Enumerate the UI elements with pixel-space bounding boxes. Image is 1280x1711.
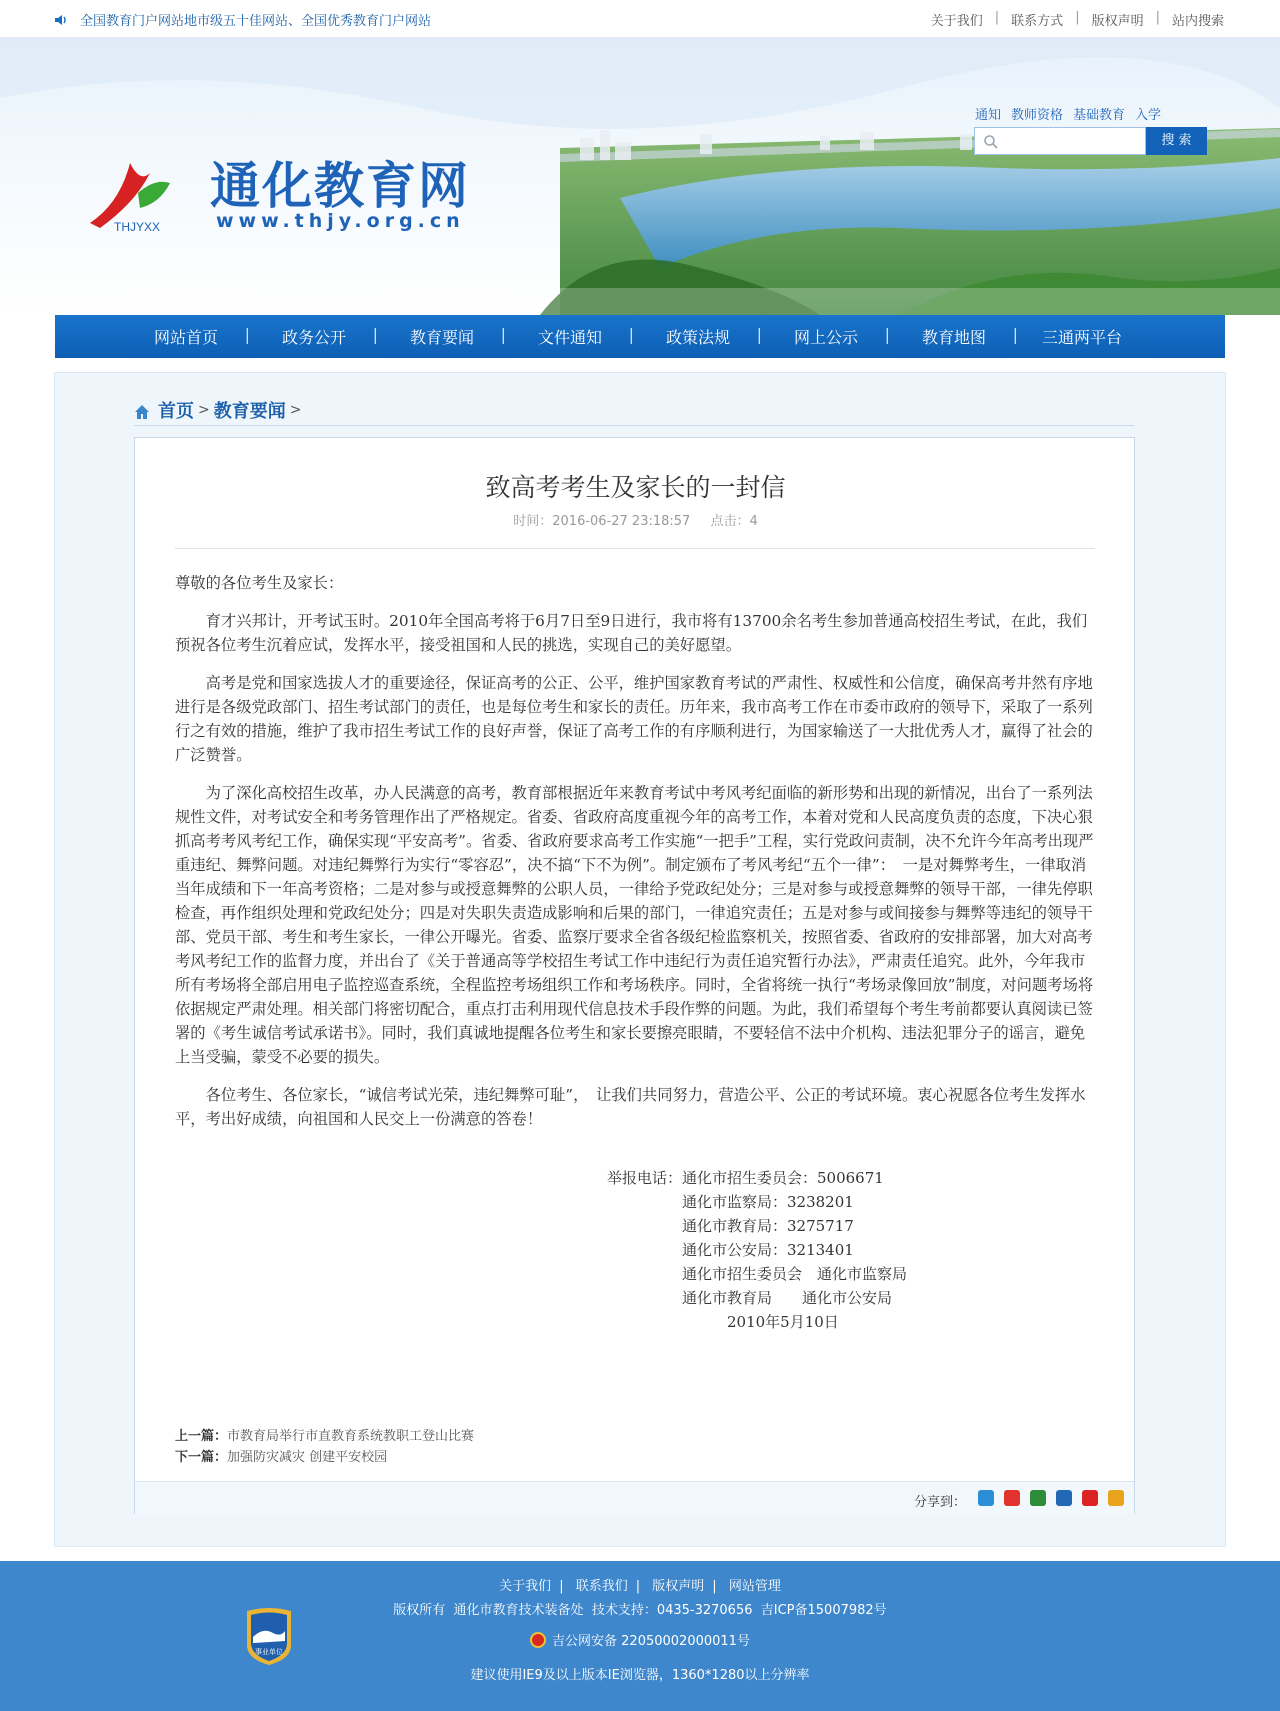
footer-admin-link[interactable]: 网站管理 bbox=[728, 1579, 781, 1594]
hot-words bbox=[975, 104, 1161, 123]
search-box bbox=[974, 127, 1207, 155]
divider bbox=[175, 548, 1095, 549]
search-icon bbox=[983, 134, 999, 150]
separator: | bbox=[1155, 10, 1160, 25]
logo-icon bbox=[80, 153, 180, 233]
next-article bbox=[175, 1447, 474, 1468]
footer-copyright-link[interactable]: 版权声明 bbox=[652, 1579, 705, 1594]
site-search-link[interactable]: 站内搜索 bbox=[1171, 14, 1224, 29]
public-institution-badge-icon[interactable] bbox=[243, 1607, 295, 1667]
speaker-icon bbox=[54, 13, 68, 27]
article-paragraph: 育才兴邦计，开考试玉时。2010年全国高考将于6月7日至9日进行，我市将有13700余名考生参加普通高校招生考试，在此，我们预祝各位考生沉着应试，发挥水平，接受祖国和人民的挑选，实现自己的美好愿望。 bbox=[175, 612, 1088, 654]
separator: | bbox=[994, 10, 1000, 25]
search-button[interactable]: 搜 索 bbox=[1146, 127, 1207, 155]
footer-about-link[interactable]: 关于我们 bbox=[499, 1579, 552, 1594]
hotword-link[interactable]: 入学 bbox=[1135, 108, 1162, 123]
hotword-link[interactable]: 基础教育 bbox=[1073, 108, 1126, 123]
nav-item-government[interactable]: 政务公开 | bbox=[250, 325, 378, 348]
signature-line: 通化市教育局：3275717 bbox=[607, 1217, 854, 1235]
share-bar bbox=[135, 1481, 1134, 1514]
logo-text: THJYXX bbox=[114, 220, 161, 233]
share-icons bbox=[978, 1490, 1124, 1506]
divider bbox=[134, 425, 1134, 426]
signature-line: 举报电话：通化市招生委员会：5006671 bbox=[607, 1169, 884, 1187]
renren-icon[interactable] bbox=[1056, 1490, 1072, 1506]
footer-copyright: 版权所有 通化市教育技术装备处 技术支持：0435-3270656 吉ICP备15007982号 bbox=[393, 1603, 887, 1618]
signature-line: 通化市招生委员会 通化市监察局 bbox=[607, 1265, 908, 1283]
breadcrumb-separator: > bbox=[289, 402, 302, 418]
article-paragraph: 尊敬的各位考生及家长： bbox=[175, 574, 344, 592]
nav-item-platform[interactable]: 三通两平台 bbox=[1041, 328, 1122, 347]
prev-next-links bbox=[175, 1426, 474, 1468]
footer-links bbox=[0, 1575, 1280, 1594]
nav-item-policies[interactable]: 政策法规 | bbox=[634, 325, 762, 348]
separator: | bbox=[712, 1579, 717, 1594]
breadcrumb-section[interactable]: 教育要闻 bbox=[213, 401, 286, 422]
article-panel bbox=[134, 437, 1135, 1514]
article-title: 致高考考生及家长的一封信 bbox=[485, 473, 786, 502]
separator: | bbox=[1075, 10, 1080, 25]
article-signature bbox=[607, 1166, 907, 1334]
breadcrumb bbox=[134, 395, 305, 425]
copyright-link[interactable]: 版权声明 bbox=[1091, 14, 1144, 29]
police-badge-icon bbox=[530, 1632, 546, 1648]
footer-police-record bbox=[0, 1630, 1280, 1649]
article-meta bbox=[135, 510, 1136, 529]
footer bbox=[0, 1561, 1280, 1711]
weibo-icon[interactable] bbox=[1004, 1490, 1020, 1506]
article-paragraph: 各位考生、各位家长，“诚信考试光荣，违纪舞弊可耻”， 让我们共同努力，营造公平、公正的考试环境。衷心祝愿各位考生发挥水平，考出好成绩，向祖国和人民交上一份满意的答卷！ bbox=[175, 1086, 1086, 1128]
breadcrumb-separator: > bbox=[198, 402, 210, 418]
search-input[interactable] bbox=[1005, 129, 1145, 153]
separator: | bbox=[559, 1579, 564, 1594]
signature-line: 通化市教育局 通化市公安局 bbox=[607, 1289, 893, 1307]
article-paragraph: 高考是党和国家选拔人才的重要途径，保证高考的公正、公平，维护国家教育考试的严肃性、权威性和公信度，确保高考井然有序地进行是各级党政部门、招生考试部门的责任，也是每位考生和家长的责任。历年来，我市高考工作在市委市政府的领导下，采取了一系列行之有效的措施，维护了我市招生考试工作的良好声誉，保证了高考工作的有序顺利进行，为国家输送了一大批优秀人才，赢得了社会的广泛赞誉。 bbox=[175, 674, 1093, 764]
hotword-link[interactable]: 教师资格 bbox=[1011, 108, 1064, 123]
footer-contact-link[interactable]: 联系我们 bbox=[575, 1579, 628, 1594]
next-label: 下一篇： bbox=[175, 1450, 228, 1465]
douban-icon[interactable] bbox=[1030, 1490, 1046, 1506]
nav-item-map[interactable]: 教育地图 | bbox=[890, 325, 1018, 348]
article-body bbox=[175, 571, 1095, 1145]
site-notice-text: 全国教育门户网站地市级五十佳网站、全国优秀教育门户网站 bbox=[80, 14, 432, 29]
article-clicks: 点击：4 bbox=[710, 514, 758, 529]
signature-line: 通化市公安局：3213401 bbox=[607, 1241, 854, 1259]
site-title: 通化教育网 bbox=[210, 157, 470, 215]
prev-article bbox=[175, 1426, 474, 1447]
nav-item-publicity[interactable]: 网上公示 | bbox=[762, 325, 890, 348]
badge-text: 事业单位 bbox=[255, 1648, 283, 1656]
share-label: 分享到： bbox=[913, 1495, 966, 1510]
police-record-text: 吉公网安备 22050002000011号 bbox=[552, 1634, 750, 1649]
prev-article-link[interactable]: 市教育局举行市直教育系统教职工登山比赛 bbox=[227, 1429, 475, 1444]
nav-item-home[interactable]: 网站首页 | bbox=[122, 325, 250, 348]
breadcrumb-home[interactable]: 首页 bbox=[158, 401, 194, 422]
footer-browser-advice: 建议使用IE9及以上版本IE浏览器，1360*1280以上分辨率 bbox=[470, 1668, 810, 1683]
main-nav bbox=[55, 315, 1225, 358]
kaixin-icon[interactable] bbox=[1108, 1490, 1124, 1506]
china-icon[interactable] bbox=[1082, 1490, 1098, 1506]
about-link[interactable]: 关于我们 bbox=[930, 14, 983, 29]
article-time: 时间：2016-06-27 23:18:57 bbox=[513, 514, 691, 529]
top-bar bbox=[0, 0, 1280, 38]
site-notice bbox=[54, 10, 431, 29]
city-landscape-image bbox=[0, 38, 1280, 315]
site-url: www.thjy.org.cn bbox=[216, 210, 465, 232]
home-icon bbox=[134, 404, 150, 420]
contact-link[interactable]: 联系方式 bbox=[1011, 14, 1064, 29]
hotword-link[interactable]: 通知 bbox=[975, 108, 1002, 123]
header-banner bbox=[0, 38, 1280, 315]
qzone-icon[interactable] bbox=[978, 1490, 994, 1506]
separator: | bbox=[635, 1579, 641, 1594]
next-article-link[interactable]: 加强防灾减灾 创建平安校园 bbox=[227, 1450, 388, 1465]
search-field bbox=[974, 127, 1146, 155]
signature-line: 2010年5月10日 bbox=[607, 1313, 839, 1331]
top-links bbox=[931, 10, 1224, 29]
nav-item-notices[interactable]: 文件通知 | bbox=[506, 325, 634, 348]
signature-line: 通化市监察局：3238201 bbox=[607, 1193, 854, 1211]
nav-item-news[interactable]: 教育要闻 | bbox=[378, 325, 506, 348]
article-paragraph: 为了深化高校招生改革，办人民满意的高考，教育部根据近年来教育考试中考风考纪面临的新形势和出现的新情况，出台了一系列法规性文件，对考试安全和考务管理作出了严格规定。省委、省政府高度重视今年的高考工作，本着对党和人民高度负责的态度，下决心狠抓高考考风考纪工作，确保实现“平安高考”。省委、省政府要求高考工作实施“一把手”工程，实行党政问责制，决不允许今年高考出现严重违纪、舞弊问题。对违纪舞弊行为实行“零容忍”，决不搞“下不为例”。制定颁布了考风考纪“五个一律”： 一是对舞弊考生，一律取消当年成绩和下一年高考资格；二是对参与或授意舞弊的公职人员，一律给予党政纪处分；三是对参与或授意舞弊的领导干部，一律先停职检查，再作组织处理和党政纪处分；四是对失职失责造成影响和后果的部门，一律追究责任；五是对参与或间接参与舞弊等违纪的领导干部、党员干部、考生和考生家长，一律公开曝光。省委、监察厅要求全省各级纪检监察机关，按照省委、省政府的安排部署，加大对高考考风考纪工作的监督力度，并出台了《关于普通高等学校招生考试工作中违纪行为责任追究暂行办法》，严肃责任追究。此外，今年我市所有考场将全部启用电子监控巡查系统，全程监控考场组织工作和考场秩序。同时，全省将统一执行“考场录像回放”制度，对问题考场将依据规定严肃处理。相关部门将密切配合，重点打击利用现代信息技术手段作弊的问题。为此，我们希望每个考生考前都要认真阅读已签署的《考生诚信考试承诺书》。同时，我们真诚地提醒各位考生和家长要擦亮眼睛，不要轻信不法中介机构、违法犯罪分子的谣言，避免上当受骗，蒙受不必要的损失。 bbox=[175, 784, 1094, 1066]
prev-label: 上一篇： bbox=[175, 1429, 228, 1444]
